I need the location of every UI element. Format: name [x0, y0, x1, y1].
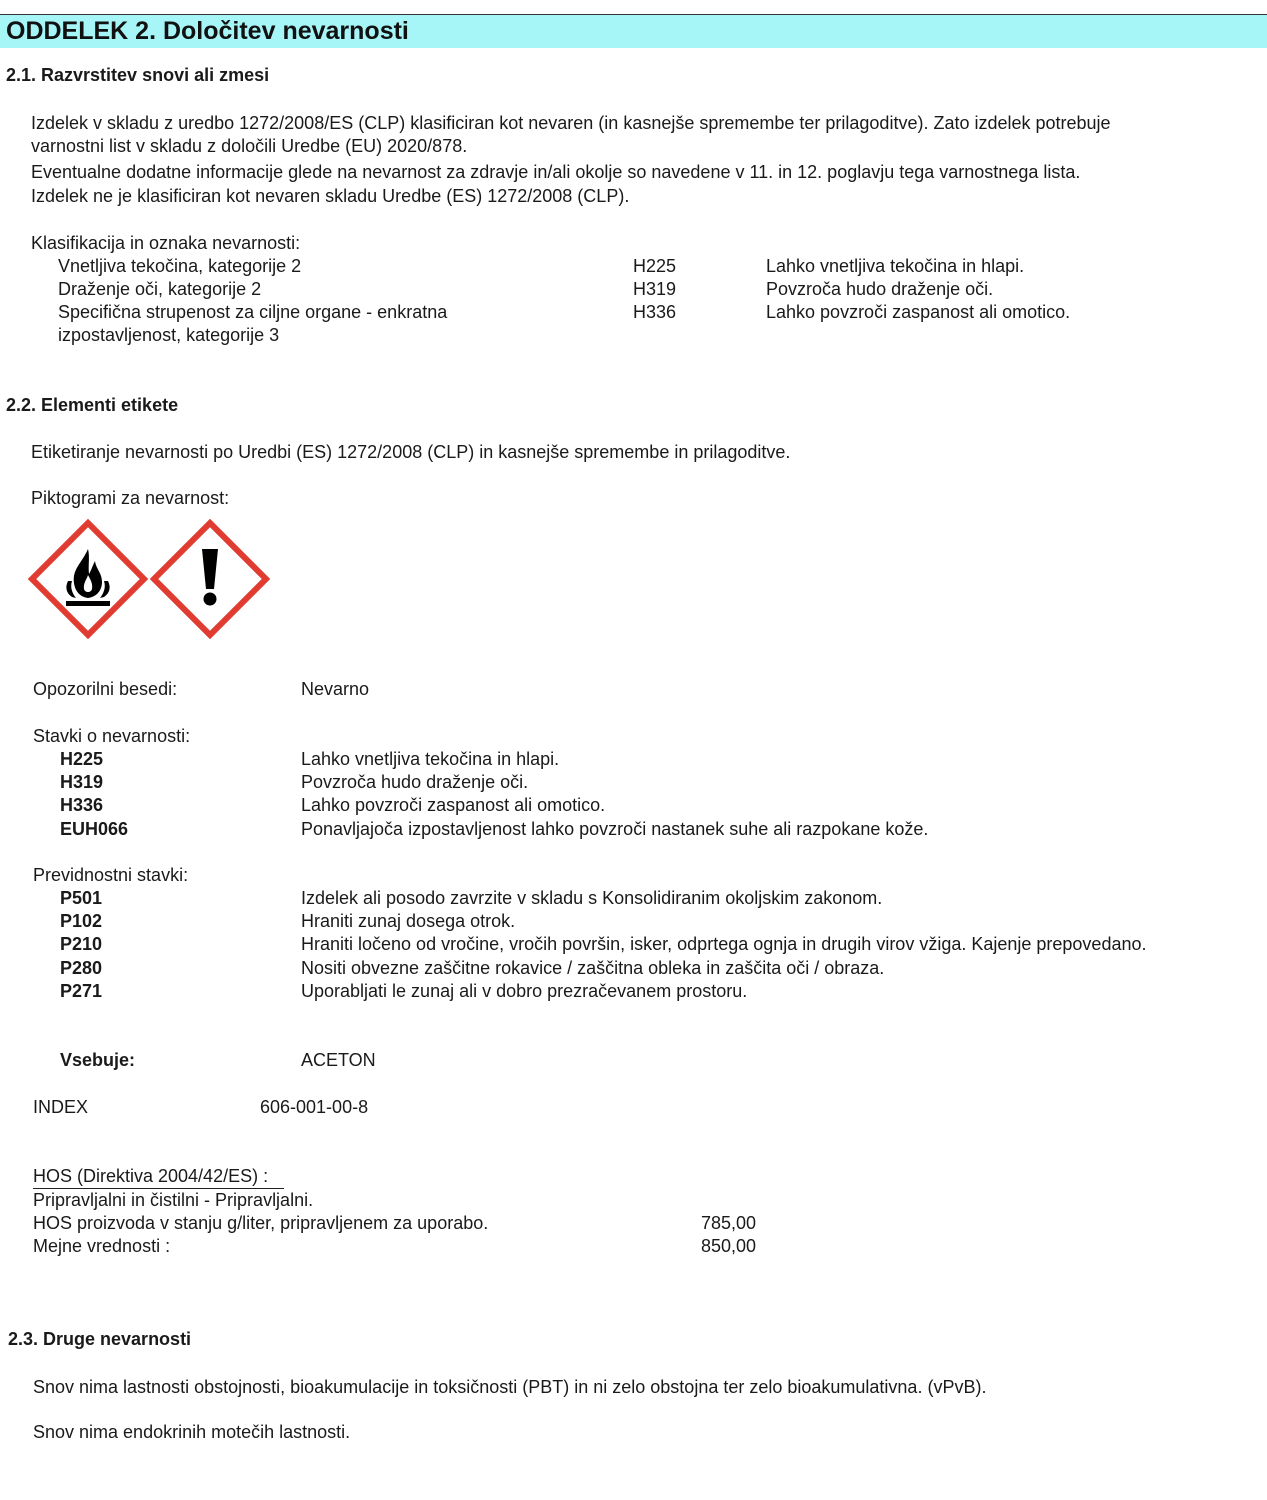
precautionary-statements-label: Previdnostni stavki:	[33, 865, 189, 885]
classification-label: Klasifikacija in oznaka nevarnosti:	[31, 233, 301, 253]
precaution-text: Uporabljati le zunaj ali v dobro prezračevanem prostoru.	[301, 981, 748, 1001]
labelling-paragraph: Etiketiranje nevarnosti po Uredbi (ES) 1272/2008 (CLP) in kasnejše spremembe in prilagoditve.	[31, 442, 791, 462]
pictograms-label: Piktogrami za nevarnost:	[31, 488, 230, 508]
hazard-code: EUH066	[60, 819, 129, 839]
hazard-statements-label: Stavki o nevarnosti:	[33, 726, 191, 746]
endocrine-paragraph: Snov nima endokrinih motečih lastnosti.	[33, 1422, 351, 1442]
hazard-code: H225	[60, 749, 104, 769]
classification-paragraph-line-2: varnostni list v skladu z določili Uredbe (EU) 2020/878.	[31, 136, 468, 156]
classification-code: H336	[633, 302, 677, 322]
precaution-text: Izdelek ali posodo zavrzite v skladu s Konsolidiranim okoljskim zakonom.	[301, 888, 883, 908]
classification-paragraph-line-1: Izdelek v skladu z uredbo 1272/2008/ES (CLP) klasificiran kot nevaren (in kasnejše spremembe ter prilagoditve). Zato izdelek potrebuje	[31, 113, 1111, 133]
precaution-code: P210	[60, 934, 103, 954]
hos-limit-label: Mejne vrednosti :	[33, 1236, 171, 1256]
hos-limit-value: 850,00	[701, 1236, 757, 1256]
classification-name: Vnetljiva tekočina, kategorije 2	[58, 256, 302, 276]
hazard-code: H336	[60, 795, 104, 815]
precaution-code: P102	[60, 911, 103, 931]
hos-product-value: 785,00	[701, 1213, 757, 1233]
subsection-heading-2-3: 2.3. Druge nevarnosti	[8, 1329, 192, 1349]
hos-title: HOS (Direktiva 2004/42/ES) :	[33, 1165, 284, 1189]
hazard-text: Ponavljajoča izpostavljenost lahko povzroči nastanek suhe ali razpokane kože.	[301, 819, 929, 839]
contains-value: ACETON	[301, 1050, 376, 1070]
subsection-heading-2-1: 2.1. Razvrstitev snovi ali zmesi	[6, 65, 270, 85]
pbt-paragraph: Snov nima lastnosti obstojnosti, bioakumulacije in toksičnosti (PBT) in ni zelo obstojna ter zelo bioakumulativna. (vPvB).	[33, 1377, 987, 1397]
precaution-code: P280	[60, 958, 103, 978]
classification-text: Povzroča hudo draženje oči.	[766, 279, 994, 299]
classification-name: Specifična strupenost za ciljne organe - enkratna	[58, 302, 448, 322]
index-value: 606-001-00-8	[260, 1097, 369, 1117]
subsection-heading-2-2: 2.2. Elementi etikete	[6, 395, 179, 415]
hazard-text: Lahko vnetljiva tekočina in hlapi.	[301, 749, 560, 769]
hazard-text: Lahko povzroči zaspanost ali omotico.	[301, 795, 606, 815]
not-classified-paragraph: Izdelek ne je klasificiran kot nevaren skladu Uredbe (ES) 1272/2008 (CLP).	[31, 186, 630, 206]
classification-name: Draženje oči, kategorije 2	[58, 279, 262, 299]
precaution-text: Hraniti ločeno od vročine, vročih površin, isker, odprtega ognja in drugih virov vžiga. Kajenje prepovedano.	[301, 934, 1147, 954]
precaution-text: Hraniti zunaj dosega otrok.	[301, 911, 516, 931]
precaution-code: P271	[60, 981, 103, 1001]
contains-label: Vsebuje:	[60, 1050, 136, 1070]
section-title: ODDELEK 2. Določitev nevarnosti	[6, 17, 409, 45]
hazard-code: H319	[60, 772, 104, 792]
classification-text: Lahko vnetljiva tekočina in hlapi.	[766, 256, 1025, 276]
hos-category: Pripravljalni in čistilni - Pripravljalni.	[33, 1190, 314, 1210]
classification-code: H225	[633, 256, 677, 276]
classification-name-continued: izpostavljenost, kategorije 3	[58, 325, 280, 345]
additional-info-paragraph: Eventualne dodatne informacije glede na nevarnost za zdravje in/ali okolje so navedene v 11. in 12. poglavju tega varnostnega lista.	[31, 162, 1081, 182]
signal-word-value: Nevarno	[301, 679, 370, 699]
section-header	[0, 14, 1267, 48]
hos-product-label: HOS proizvoda v stanju g/liter, pripravljenem za uporabo.	[33, 1213, 489, 1233]
exclamation-icon	[150, 519, 270, 639]
precaution-code: P501	[60, 888, 103, 908]
hazard-text: Povzroča hudo draženje oči.	[301, 772, 529, 792]
classification-text: Lahko povzroči zaspanost ali omotico.	[766, 302, 1071, 322]
index-label: INDEX	[33, 1097, 89, 1117]
signal-word-label: Opozorilni besedi:	[33, 679, 178, 699]
classification-code: H319	[633, 279, 677, 299]
precaution-text: Nositi obvezne zaščitne rokavice / zaščitna obleka in zaščita oči / obraza.	[301, 958, 885, 978]
flame-icon	[28, 519, 148, 639]
